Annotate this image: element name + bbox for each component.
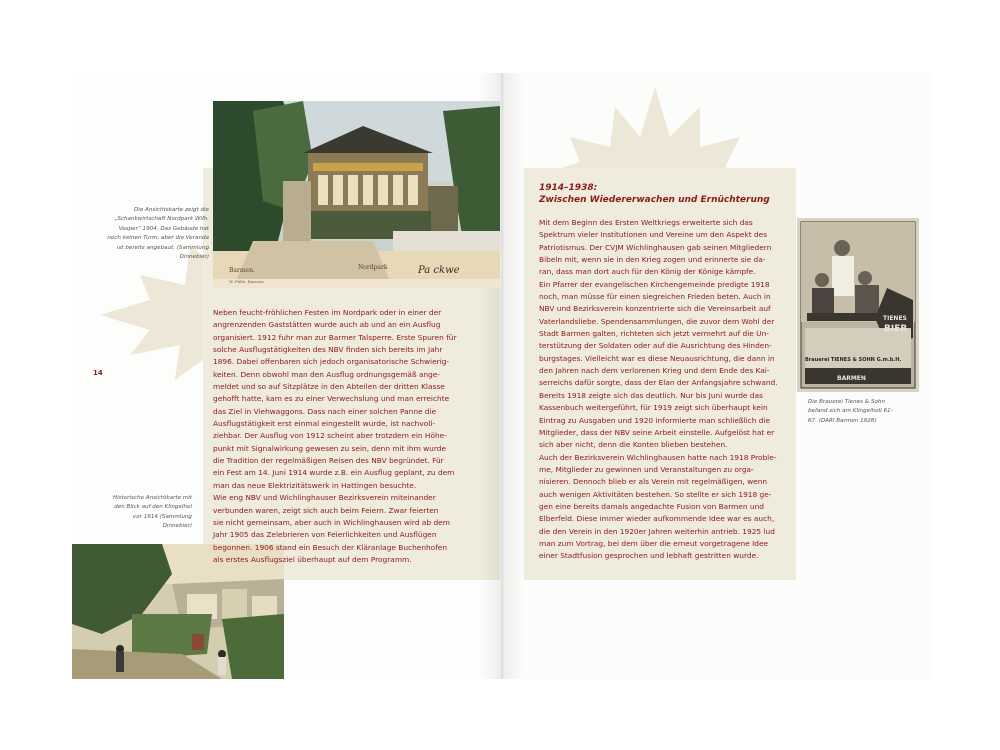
- left-body-text: [213, 307, 490, 566]
- caption-poster: Die Brauerei Tienes & Sohn befand sich am Klingelholl 61–67. (DARI Barmen 1928): [808, 399, 894, 424]
- body-line: NBV und Bezirksverein konzentrierte sich die Vereinsarbeit auf: [539, 304, 771, 314]
- poster-city: BARMEN: [837, 375, 866, 382]
- body-line: 1896. Dabei offenbaren sich jedoch organisatorische Schwierig-: [213, 357, 450, 367]
- body-line: die Tradition der regelmäßigen Reisen des NBV begründet. Für: [213, 456, 444, 466]
- body-line: Ausflugstätigkeit erst einmal eingestellt wurde, ist nachvoll-: [213, 419, 436, 429]
- body-line: me, Mitglieder zu gewinnen und Veranstaltungen zu orga-: [539, 464, 754, 474]
- body-line: nisieren. Dennoch blieb er als Verein mit regelmäßigen, wenn: [539, 477, 768, 487]
- body-line: Bereits 1918 zeigte sich das deutlich. Nur bis Juni wurde das: [539, 390, 763, 400]
- body-line: angrenzenden Gaststätten wurde auch ab und an ein Ausflug: [213, 320, 441, 330]
- poster-brewery-name: Brauerei TIENES & SOHN G.m.b.H.: [805, 357, 902, 363]
- page-number: 14: [93, 369, 103, 377]
- body-line: einer Stadtfusion gesprochen und lebhaft gestritten wurde.: [539, 551, 759, 561]
- body-line: terstützung der Soldaten oder auf die Ausrichtung des Hinden-: [539, 341, 772, 351]
- body-line: keiten. Denn obwohl man den Ausflug ordnungsgemäß ange-: [213, 369, 441, 379]
- body-line: man zum Vortrag, bei dem über die erneut vorgetragene Idee: [539, 538, 769, 548]
- body-line: ziehbar. Der Ausflug von 1912 scheint aber trotzdem ein Höhe-: [213, 431, 447, 441]
- body-line: ein Fest am 14. Juni 1914 wurde z.B. ein Ausflug geplant, zu dem: [213, 468, 455, 478]
- poster-word-tienes: TIENES: [883, 315, 907, 322]
- body-line: Auch der Bezirksverein Wichlinghausen hatte nach 1918 Proble-: [539, 452, 777, 462]
- body-line: die den Verein in den 1920er Jahren weiterhin antrieb. 1925 lud: [539, 526, 775, 536]
- postcard-label-publisher: W. Fülle, Barmen.: [229, 279, 266, 284]
- poster-word-bier: BIER: [884, 324, 908, 334]
- right-body-text: [539, 217, 790, 563]
- body-line: solche Ausflugstätigkeiten des NBV finden sich bereits im Jahr: [213, 345, 443, 355]
- body-line: Elberfeld. Diese immer wieder aufkommende Idee war es auch,: [539, 514, 775, 524]
- body-line: Eintrag zu Ausgaben und 1920 informierte man schließlich die: [539, 415, 771, 425]
- body-line: meldet und so auf Sitzplätze in den Abteilen der dritten Klasse: [213, 382, 445, 392]
- body-line: auch wenigen Aktivitäten bestehen. So stellte er sich 1918 ge-: [539, 489, 772, 499]
- postcard-handwriting: Pa ckwe: [418, 265, 460, 276]
- body-line: Mit dem Beginn des Ersten Weltkriegs erweiterte sich das: [539, 218, 753, 227]
- body-line: Vaterlandsliebe. Spendensammlungen, die zuvor dem Wohl der: [539, 316, 775, 326]
- body-line: Patriotismus. Der CVJM Wichlinghausen gab seinen Mitgliedern: [539, 242, 772, 252]
- caption-postcard-top: Die Ansichtskarte zeigt die „Schankwirtschaft Nordpark Wilh. Vesper“ 1904. Das Gebäude hat noch keinen Turm, aber die Veranda ist bereits angebaut. (Sammlung Dinnebier): [107, 207, 209, 261]
- section-heading-title: Zwischen Wiedererwachen und Ernüchterung: [539, 194, 770, 205]
- body-line: sich aber nicht, denn die Konten blieben bestehen.: [539, 440, 728, 450]
- body-line: Neben feucht-fröhlichen Festen im Nordpark oder in einer der: [213, 308, 442, 317]
- body-line: organisiert. 1912 fuhr man zur Barmer Talsperre. Erste Spuren für: [213, 332, 457, 342]
- body-line: burgstages. Vielleicht war es diese Neuausrichtung, die dann in: [539, 353, 775, 363]
- body-line: als erstes Ausflugsziel überhaupt auf dem Programm.: [213, 554, 412, 564]
- body-line: gehofft hatte, kam es zu einer Verwechslung und man erreichte: [213, 394, 450, 404]
- body-line: begonnen. 1906 stand ein Besuch der Kläranlage Buchenhofen: [213, 542, 448, 552]
- body-line: den Jahren nach dem verlorenen Krieg und dem Ende des Kai-: [539, 366, 770, 376]
- postcard-nordpark-photo: [213, 101, 500, 288]
- body-line: Jahr 1905 das Zelebrieren von Feierlichkeiten und Ausflügen: [213, 530, 437, 540]
- body-line: Mitglieder, dass der NBV seine Arbeit einstelle. Aufgelöst hat er: [539, 427, 775, 437]
- section-heading: [539, 183, 789, 206]
- body-line: ran, dass man dort auch für den König der Könige kämpfe.: [539, 267, 756, 277]
- caption-postcard-bottom: Historische Ansichtkarte mit den Blick auf den Klingelhol vor 1914 (Sammlung Dinnebier): [112, 495, 192, 530]
- tienes-bier-poster-photo: [797, 218, 919, 392]
- body-line: serreichs dafür sorgte, dass der Elan der Anfangsjahre schwand.: [539, 378, 778, 388]
- body-line: Bibeln mit, wenn sie in den Krieg zogen und erinnerte sie da-: [539, 255, 766, 265]
- postcard-label-barmen: Barmen.: [229, 267, 255, 274]
- body-line: sie nicht gemeinsam, aber auch in Wichlinghausen wird ab dem: [213, 517, 450, 527]
- body-line: noch, man müsse für einen siegreichen Frieden beten. Auch in: [539, 292, 771, 302]
- body-line: Spektrum vieler Institutionen und Vereine um den Aspekt des: [539, 230, 768, 240]
- body-line: Stadt Barmen galten, richteten sich jetzt vermehrt auf die Un-: [539, 329, 769, 339]
- body-line: gen eine bereits damals angedachte Fusion von Barmen und: [539, 501, 764, 511]
- section-heading-years: 1914–1938:: [539, 183, 598, 193]
- body-line: Kassenbuch weitergeführt, für 1919 zeigt sich überhaupt kein: [539, 403, 768, 413]
- body-line: punkt mit Signalwirkung gewesen zu sein, denn mit ihm wurde: [213, 443, 447, 453]
- body-line: man das neue Elektrizitätswerk in Hattingen besuchte.: [213, 480, 417, 490]
- body-line: verbunden waren, zeigt sich auch beim Feiern. Zwar feierten: [213, 505, 439, 515]
- body-line: Ein Pfarrer der evangelischen Kirchengemeinde predigte 1918: [539, 279, 770, 289]
- body-line: das Ziel in Viehwaggons. Dass nach einer solchen Panne die: [213, 406, 437, 416]
- body-line: Wie eng NBV und Wichlinghauser Bezirksverein miteinander: [213, 493, 436, 503]
- postcard-label-nordpark: Nordpark: [358, 264, 388, 271]
